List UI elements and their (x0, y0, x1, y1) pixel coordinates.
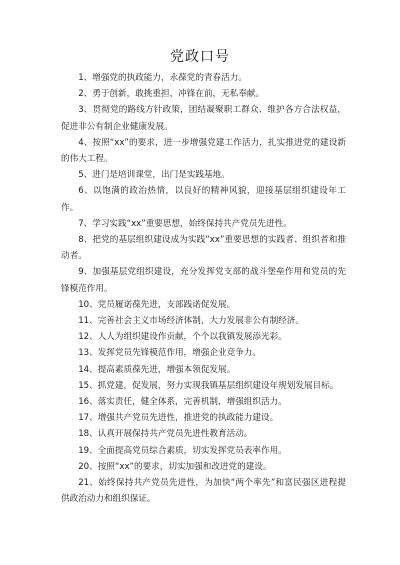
slogan-item: 19、全面提高党员综合素质，切实发挥党员表率作用。 (78, 445, 287, 456)
document-title: 党政口号 (170, 49, 230, 65)
slogan-item: 12、人人为组织建设作贡献，个个以我镇发展添光彩。 (78, 332, 287, 343)
slogan-item: 4、按照“xx”的要求，进一步增强党建工作活力，扎实推进党的建设新的伟大工程。 (61, 137, 346, 165)
slogan-item: 14、提高素质葆先进，增强本领促发展。 (78, 364, 236, 375)
slogan-item: 16、落实责任，健全体系，完善机制，增强组织活力。 (78, 397, 287, 408)
slogan-item: 8、把党的基层组织建设成为实践“xx”重要思想的实践者、组织者和推动者。 (61, 235, 346, 262)
slogan-item: 11、完善社会主义市场经济体制，大力发展非公有制经济。 (78, 316, 304, 327)
slogan-item: 13、发挥党员先锋模范作用，增强企业竞争力。 (78, 348, 261, 359)
slogan-item: 3、贯彻党的路线方针政策，团结凝聚职工群众、维护各方合法权益，促进非公有制企业健康发展。 (61, 105, 346, 132)
slogan-item: 2、勇于创新，敢挑重担，冲锋在前，无私奉献。 (78, 89, 265, 100)
slogan-item: 20、按照“xx”的要求，切实加强和改进党的建设。 (78, 461, 272, 472)
slogan-item: 7、学习实践“xx”重要思想，始终保持共产党员先进性。 (78, 218, 292, 229)
slogan-item: 5、进门是培训课堂，出门是实践基地。 (78, 170, 230, 181)
slogan-item: 18、认真开展保持共产党员先进性教育活动。 (78, 429, 253, 440)
slogan-item: 21、始终保持共产党员先进性，为加快“两个率先”和富民强区进程提供政治动力和组织保证。 (61, 478, 346, 505)
slogan-item: 1、增强党的执政能力，永葆党的青春活力。 (78, 73, 247, 83)
slogan-item: 9、加强基层党组织建设，充分发挥党支部的战斗堡垒作用和党员的先锋模范作用。 (61, 267, 346, 294)
slogan-item: 15、抓党建，促发展，努力实现我镇基层组织建设年规划发展目标。 (78, 380, 339, 391)
slogan-item: 6、以饱满的政治热情，以良好的精神风貌，迎接基层组织建设年工作。 (61, 186, 346, 213)
slogan-item: 17、增强共产党员先进性，推进党的执政能力建设。 (78, 413, 279, 424)
slogan-item: 10、党员履诺葆先进，支部践诺促发展。 (78, 299, 236, 310)
slogan-list (61, 70, 346, 507)
